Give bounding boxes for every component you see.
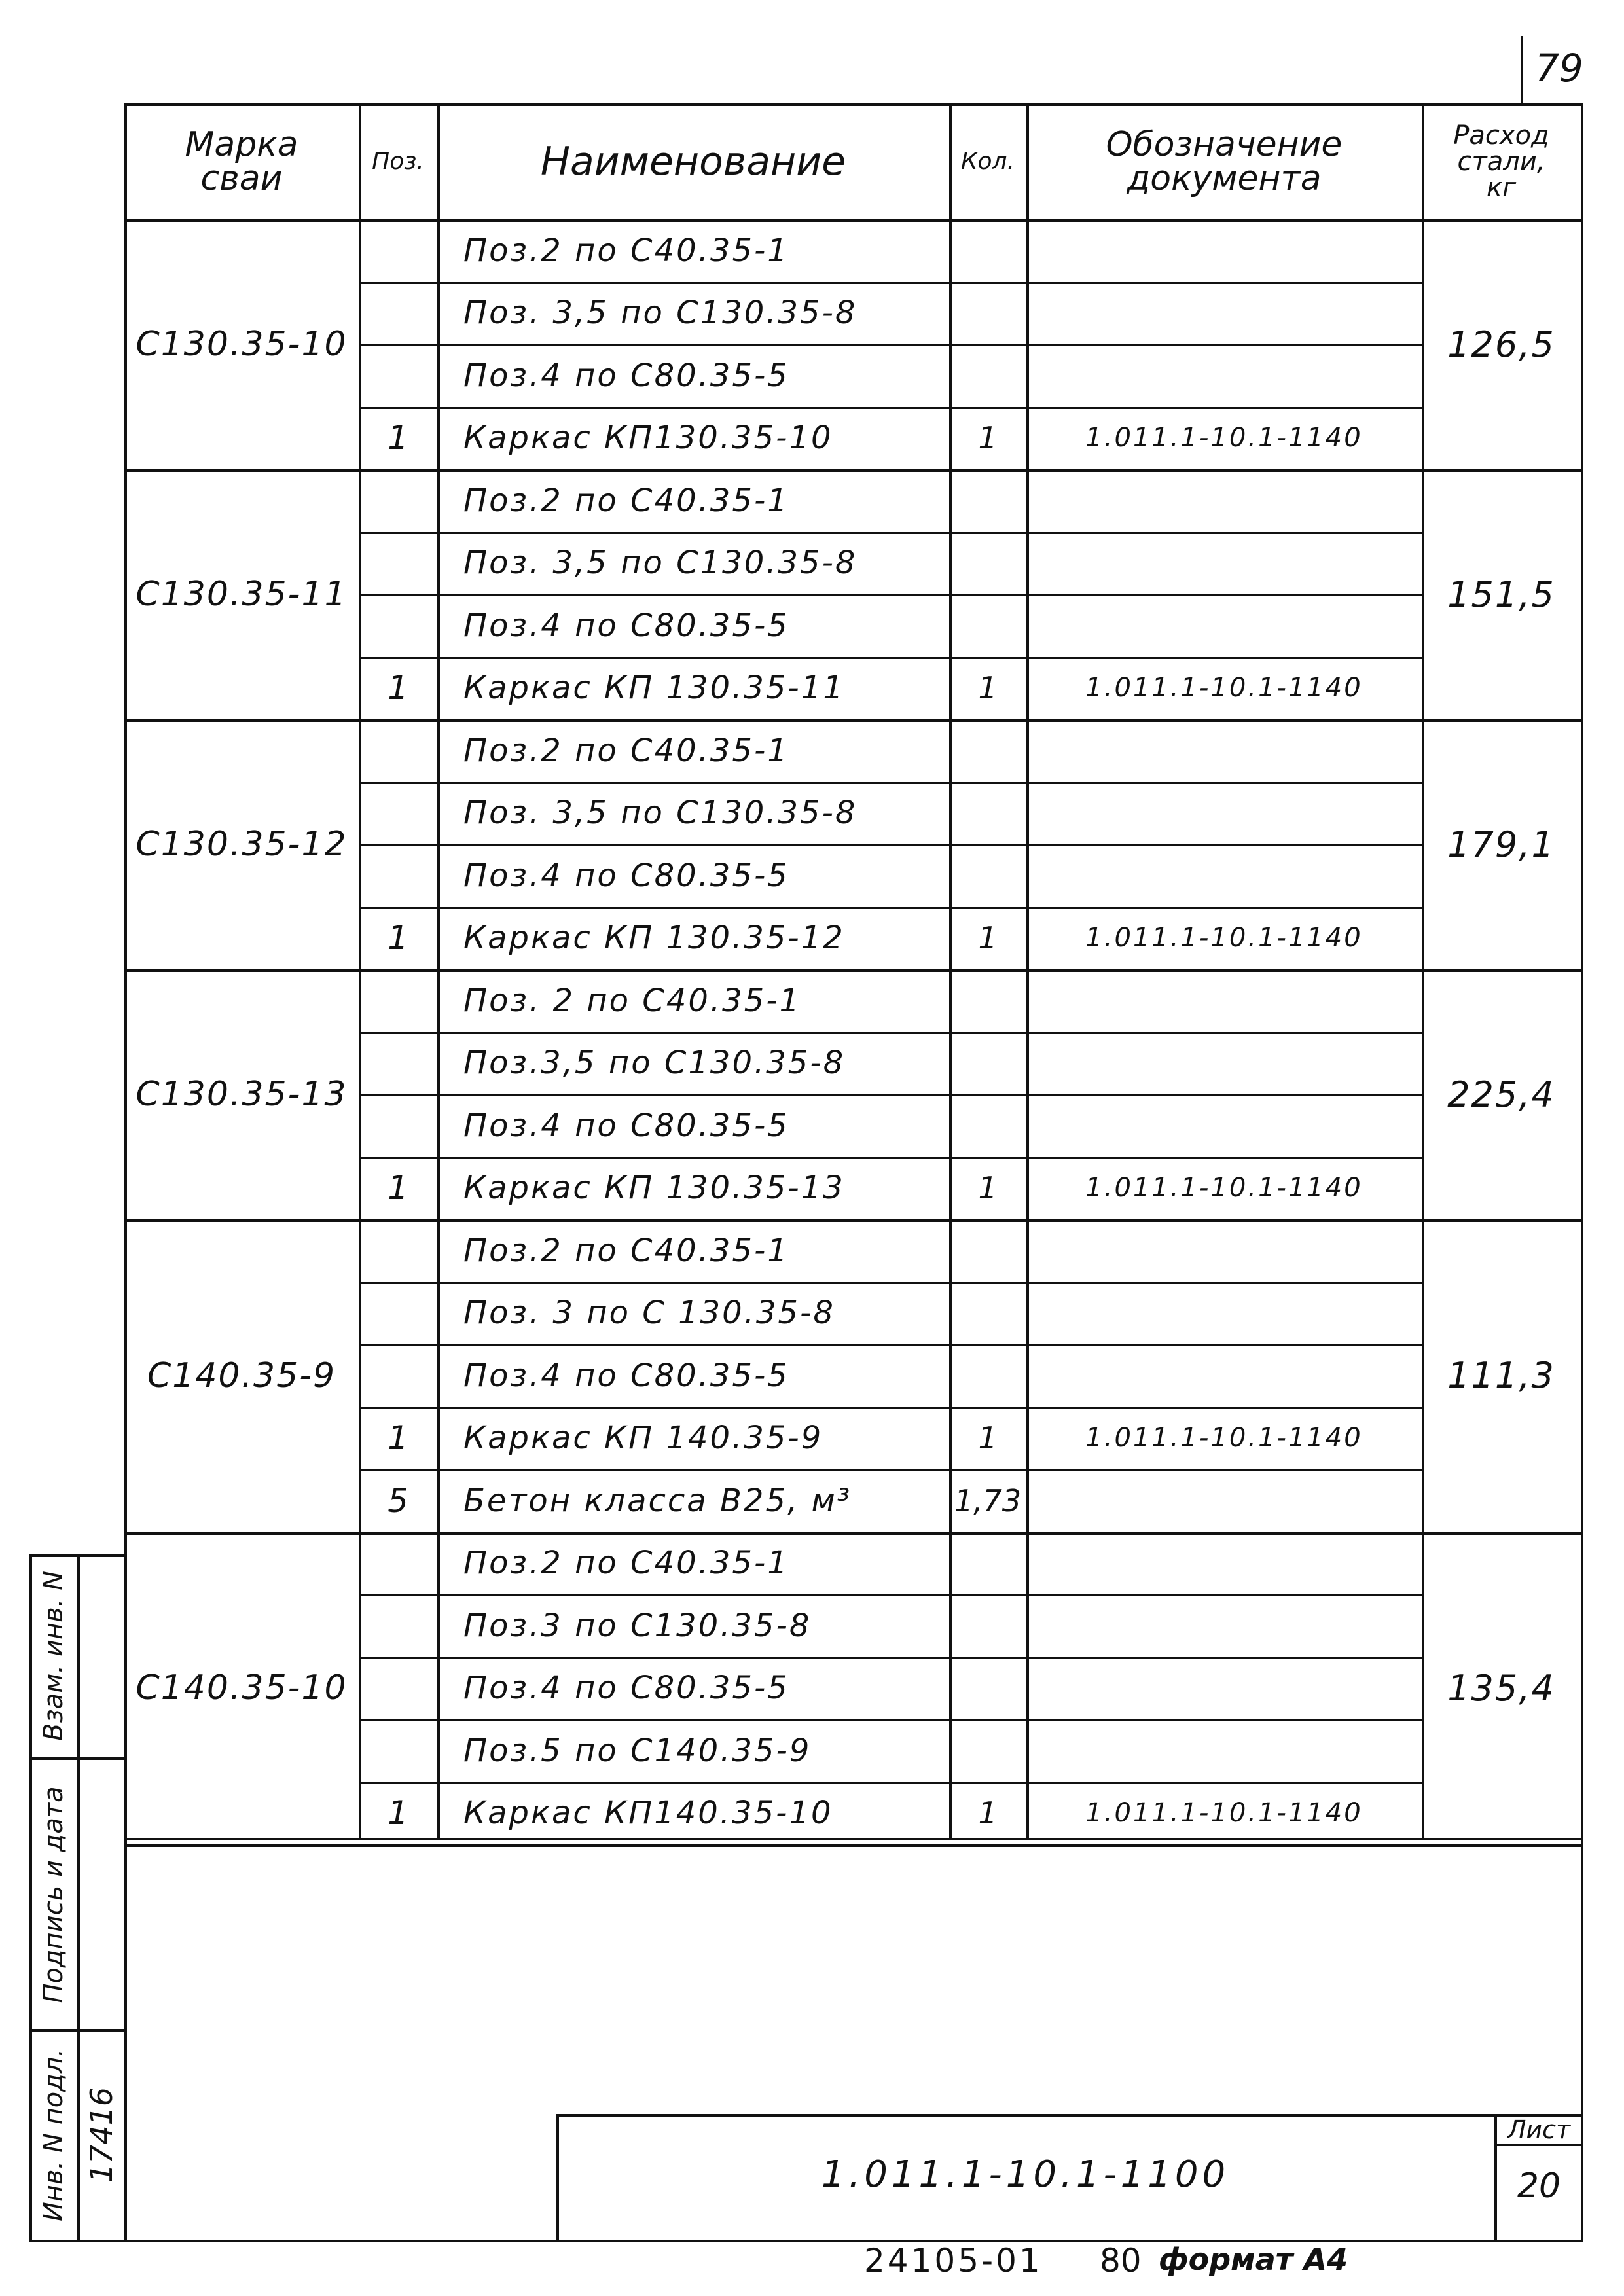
row-document: 1.011.1-10.1-1140 xyxy=(1085,673,1363,704)
row-quantity xyxy=(949,782,1026,845)
row-name: Поз. 3,5 по С130.35-8 xyxy=(463,295,857,332)
row-position: 1 xyxy=(388,1169,408,1208)
row-document xyxy=(1026,1032,1422,1095)
row-position xyxy=(359,1282,437,1345)
table-column-rule xyxy=(1581,103,1583,2242)
row-position xyxy=(359,719,437,782)
row-position xyxy=(359,1219,437,1282)
header-poz: Поз. xyxy=(372,147,424,175)
row-document xyxy=(1026,1282,1422,1345)
row-quantity xyxy=(949,1719,1026,1782)
pile-mark: С140.35-10 xyxy=(135,1668,348,1708)
row-rule xyxy=(359,1407,1424,1409)
row-document xyxy=(1026,1469,1422,1532)
row-document xyxy=(1026,1657,1422,1720)
header-steel: Расход стали, кг xyxy=(1453,120,1549,203)
row-position: 5 xyxy=(388,1481,408,1520)
row-name: Поз.4 по С80.35-5 xyxy=(463,857,789,894)
row-position xyxy=(359,282,437,345)
pile-mark: С130.35-13 xyxy=(135,1075,348,1114)
row-name: Поз.2 по С40.35-1 xyxy=(463,482,789,519)
row-position: 1 xyxy=(388,1794,408,1833)
row-quantity xyxy=(949,532,1026,595)
row-document: 1.011.1-10.1-1140 xyxy=(1085,1423,1363,1454)
row-document xyxy=(1026,1594,1422,1657)
pile-mark: С130.35-12 xyxy=(135,825,348,864)
row-rule xyxy=(359,594,1424,596)
row-name: Поз.3,5 по С130.35-8 xyxy=(463,1045,846,1082)
row-rule xyxy=(359,782,1424,784)
pile-mark: С130.35-10 xyxy=(135,325,348,364)
row-position xyxy=(359,969,437,1032)
row-document xyxy=(1026,1344,1422,1407)
row-quantity xyxy=(949,1532,1026,1595)
row-quantity xyxy=(949,469,1026,532)
row-name: Поз. 3,5 по С130.35-8 xyxy=(463,795,857,832)
row-name: Поз.5 по С140.35-9 xyxy=(463,1732,812,1769)
row-quantity xyxy=(949,1094,1026,1157)
row-quantity xyxy=(949,1219,1026,1282)
row-position xyxy=(359,219,437,282)
row-document xyxy=(1026,1219,1422,1282)
row-position xyxy=(359,1094,437,1157)
podpis-data-label: Подпись и дата xyxy=(39,1786,69,2003)
row-document xyxy=(1026,594,1422,657)
print-code: 24105-01 xyxy=(864,2242,1043,2280)
row-position xyxy=(359,1594,437,1657)
row-rule xyxy=(359,407,1424,409)
row-rule xyxy=(359,1282,1424,1284)
row-name: Поз.2 по С40.35-1 xyxy=(463,232,789,269)
row-position xyxy=(359,782,437,845)
page-number: 79 xyxy=(1535,46,1583,90)
row-rule xyxy=(359,1032,1424,1034)
row-document: 1.011.1-10.1-1140 xyxy=(1085,1798,1363,1829)
row-name: Бетон класса В25, м³ xyxy=(463,1482,852,1519)
row-quantity xyxy=(949,594,1026,657)
row-quantity xyxy=(949,969,1026,1032)
row-document xyxy=(1026,1719,1422,1782)
row-position xyxy=(359,1344,437,1407)
row-name: Каркас КП 140.35-9 xyxy=(463,1420,823,1457)
row-position xyxy=(359,1657,437,1720)
row-quantity: 1,73 xyxy=(954,1482,1022,1518)
row-name: Поз.4 по С80.35-5 xyxy=(463,607,789,644)
row-quantity xyxy=(949,844,1026,907)
row-quantity: 1 xyxy=(978,1420,998,1456)
row-quantity xyxy=(949,1594,1026,1657)
row-position xyxy=(359,1719,437,1782)
row-name: Поз.3 по С130.35-8 xyxy=(463,1607,812,1644)
row-quantity xyxy=(949,1032,1026,1095)
row-name: Поз.4 по С80.35-5 xyxy=(463,1670,789,1707)
row-position xyxy=(359,594,437,657)
row-name: Каркас КП 130.35-12 xyxy=(463,920,845,957)
row-document: 1.011.1-10.1-1140 xyxy=(1085,923,1363,954)
row-position xyxy=(359,344,437,407)
row-document xyxy=(1026,969,1422,1032)
row-name: Поз. 2 по С40.35-1 xyxy=(463,982,802,1019)
steel-consumption: 135,4 xyxy=(1447,1667,1555,1709)
steel-consumption: 225,4 xyxy=(1447,1073,1555,1115)
row-rule xyxy=(359,1594,1424,1596)
steel-consumption: 179,1 xyxy=(1447,823,1555,865)
row-document: 1.011.1-10.1-1140 xyxy=(1085,1173,1363,1204)
row-name: Каркас КП 130.35-13 xyxy=(463,1170,845,1207)
inv-podl-label: Инв. N подл. xyxy=(39,2048,69,2222)
row-quantity: 1 xyxy=(978,1170,998,1206)
row-rule xyxy=(359,1157,1424,1159)
row-rule xyxy=(359,1344,1424,1346)
header-kol: Кол. xyxy=(960,147,1015,175)
row-rule xyxy=(359,344,1424,346)
row-rule xyxy=(359,1657,1424,1659)
row-quantity xyxy=(949,719,1026,782)
document-designation: 1.011.1-10.1-1100 xyxy=(821,2153,1230,2196)
row-name: Поз.4 по С80.35-5 xyxy=(463,1357,789,1394)
row-document: 1.011.1-10.1-1140 xyxy=(1085,423,1363,454)
row-name: Поз.2 по С40.35-1 xyxy=(463,1545,789,1582)
row-quantity: 1 xyxy=(978,670,998,706)
row-position: 1 xyxy=(388,919,408,958)
row-position xyxy=(359,532,437,595)
header-doc: Обозначение документа xyxy=(1106,124,1343,198)
row-position: 1 xyxy=(388,1419,408,1458)
row-name: Поз. 3 по С 130.35-8 xyxy=(463,1295,835,1332)
row-position xyxy=(359,1532,437,1595)
header-name: Наименование xyxy=(540,138,846,185)
row-name: Поз.4 по С80.35-5 xyxy=(463,357,789,394)
row-name: Поз. 3,5 по С130.35-8 xyxy=(463,545,857,582)
row-rule xyxy=(359,1469,1424,1471)
row-name: Каркас КП 130.35-11 xyxy=(463,670,845,707)
row-rule xyxy=(359,657,1424,659)
row-document xyxy=(1026,344,1422,407)
row-document xyxy=(1026,844,1422,907)
row-document xyxy=(1026,469,1422,532)
row-name: Каркас КП130.35-10 xyxy=(463,420,833,457)
format-label: формат А4 xyxy=(1159,2242,1348,2277)
row-position xyxy=(359,844,437,907)
row-quantity xyxy=(949,219,1026,282)
row-document xyxy=(1026,532,1422,595)
frame-bottom-rule xyxy=(124,2240,1583,2242)
row-position: 1 xyxy=(388,419,408,457)
row-position xyxy=(359,1032,437,1095)
row-document xyxy=(1026,1094,1422,1157)
inv-podl-value: 17416 xyxy=(84,2087,119,2183)
row-quantity xyxy=(949,1344,1026,1407)
steel-consumption: 151,5 xyxy=(1447,573,1555,615)
row-position xyxy=(359,469,437,532)
row-rule xyxy=(359,844,1424,846)
row-rule xyxy=(359,1782,1424,1784)
row-document xyxy=(1026,782,1422,845)
copy-number: 80 xyxy=(1100,2242,1142,2280)
row-name: Поз.2 по С40.35-1 xyxy=(463,1232,789,1269)
row-quantity: 1 xyxy=(978,920,998,956)
vzam-inv-label: Взам. инв. N xyxy=(39,1571,69,1741)
row-document xyxy=(1026,1532,1422,1595)
row-document xyxy=(1026,219,1422,282)
row-rule xyxy=(359,1094,1424,1096)
row-quantity: 1 xyxy=(978,1795,998,1831)
row-rule xyxy=(359,907,1424,909)
row-name: Поз.4 по С80.35-5 xyxy=(463,1107,789,1144)
row-rule xyxy=(359,1719,1424,1721)
row-quantity xyxy=(949,344,1026,407)
row-quantity xyxy=(949,1282,1026,1345)
row-document xyxy=(1026,719,1422,782)
row-rule xyxy=(359,532,1424,534)
pile-mark: С130.35-11 xyxy=(135,575,348,614)
row-quantity xyxy=(949,1657,1026,1720)
row-name: Каркас КП140.35-10 xyxy=(463,1795,833,1832)
row-quantity xyxy=(949,282,1026,345)
steel-consumption: 111,3 xyxy=(1447,1355,1555,1397)
pile-mark: С140.35-9 xyxy=(147,1355,336,1395)
page-number-divider xyxy=(1521,36,1523,105)
row-quantity: 1 xyxy=(978,420,998,456)
row-document xyxy=(1026,282,1422,345)
row-name: Поз.2 по С40.35-1 xyxy=(463,732,789,769)
row-rule xyxy=(359,282,1424,284)
group-rule xyxy=(124,1844,1583,1847)
row-position: 1 xyxy=(388,669,408,708)
list-number: 20 xyxy=(1517,2166,1561,2206)
table-top-rule xyxy=(124,103,1583,106)
steel-consumption: 126,5 xyxy=(1447,323,1555,365)
list-label: Лист xyxy=(1507,2115,1571,2144)
header-marka: Марка сваи xyxy=(185,124,298,198)
